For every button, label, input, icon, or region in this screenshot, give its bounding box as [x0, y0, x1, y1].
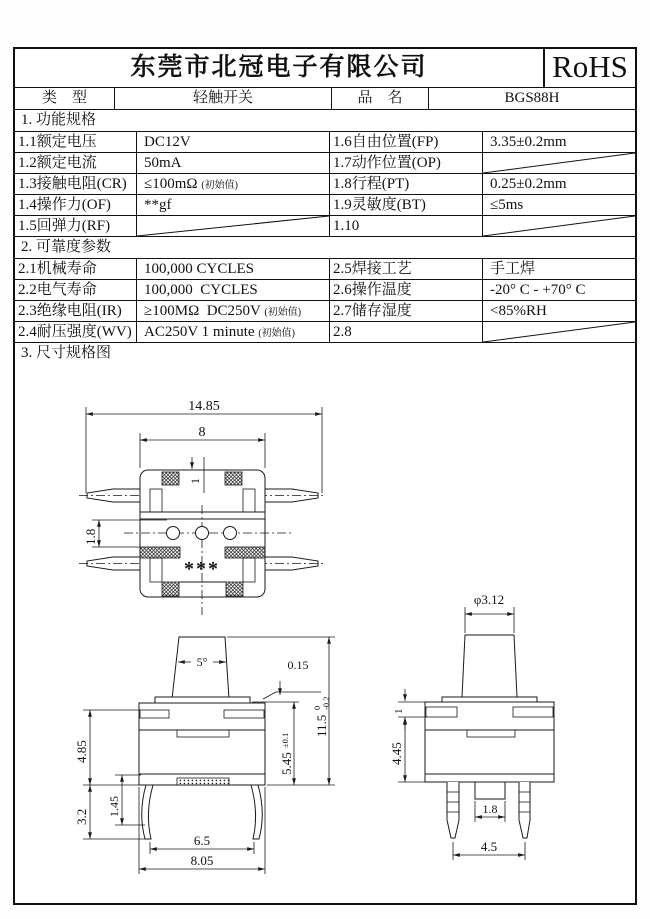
dim-pin-pitch: 4.5: [480, 839, 498, 854]
spec-label: 2.3绝缘电阻(IR): [15, 301, 137, 321]
dim-leg-bend: 1.45: [107, 796, 121, 817]
spec-label: 1.3接触电阻(CR): [15, 174, 137, 194]
dim-total-height-tol-lower: -0.2: [321, 696, 331, 710]
dim-span-inner: 6.5: [193, 833, 211, 848]
spec-label: 1.7动作位置(OP): [330, 153, 483, 173]
spec-value: ≤100mΩ (初始值): [137, 174, 330, 194]
spec-value: 100,000 CYCLES: [137, 259, 330, 279]
diagonal-strike: [483, 216, 635, 236]
spec-value-empty: [137, 216, 330, 236]
dim-top-section: 1: [393, 708, 405, 714]
dim-hatch-height: 1: [188, 478, 202, 484]
dim-pitch: 1.8: [83, 528, 98, 545]
dim-free-height: 5.45: [279, 752, 294, 775]
dim-span-outer: 8.05: [190, 853, 214, 868]
dim-side-body-height: 4.45: [389, 742, 404, 765]
spec-value: <85%RH: [490, 303, 547, 319]
spec-value: 50mA: [137, 153, 330, 173]
spec-value: 0.25±0.2mm: [490, 176, 567, 192]
title-row: [15, 49, 635, 88]
dim-stem-angle: 5°: [196, 655, 208, 669]
spec-value: ≤5ms: [490, 197, 524, 213]
part-name-value: BGS88H: [504, 90, 560, 106]
spec-label: 2.2电气寿命: [15, 280, 137, 300]
spec-label: 1.1额定电压: [15, 132, 137, 152]
dim-leg-length: 3.2: [74, 808, 89, 825]
spec-value-empty: [483, 153, 635, 173]
spec-value: AC250V 1 minute (初始值): [137, 322, 330, 342]
spec-value: ≥100MΩ DC250V (初始值): [137, 301, 330, 321]
table-row: [15, 322, 635, 343]
dim-post-width: 1.8: [482, 802, 498, 816]
dim-stem-diameter: φ3.12: [473, 592, 505, 607]
spec-label: 1.9灵敏度(BT): [330, 195, 483, 215]
spec-label: 1.10: [330, 216, 483, 236]
dim-overall-width: 14.85: [188, 399, 220, 414]
marking-text: ***: [184, 558, 220, 580]
table-row: [15, 132, 635, 153]
spec-value: DC12V: [137, 132, 330, 152]
type-label: 类 型: [15, 88, 115, 109]
front-view-drawing: [74, 637, 335, 874]
table-row: [15, 174, 635, 195]
diagonal-strike: [483, 322, 635, 342]
spec-value-empty: [483, 322, 635, 342]
spec-label: 2.5焊接工艺: [330, 259, 483, 279]
dimension-drawing: [15, 365, 635, 903]
spec-value: 100,000 CYCLES: [137, 280, 330, 300]
spec-label: 1.2额定电流: [15, 153, 137, 173]
dim-total-height: 11.5: [314, 714, 329, 737]
dim-free-height-tol: ±0.1: [280, 732, 290, 748]
spec-label: 2.4耐压强度(WV): [15, 322, 137, 342]
spec-label: 1.8行程(PT): [330, 174, 483, 194]
spec-value: **gf: [137, 195, 330, 215]
spec-value: 手工焊: [490, 261, 536, 277]
dim-total-height-tol-upper: 0: [312, 705, 322, 710]
spec-value-empty: [483, 216, 635, 236]
spec-value: -20° C - +70° C: [490, 282, 586, 298]
dim-body-width: 8: [198, 425, 206, 440]
table-row: [15, 259, 635, 280]
spec-label: 1.5回弹力(RF): [15, 216, 137, 236]
page-frame: [13, 47, 637, 905]
table-row: [15, 301, 635, 322]
table-row: [15, 153, 635, 174]
table-row: [15, 195, 635, 216]
dim-flange: 0.15: [287, 658, 309, 672]
type-row: [15, 88, 635, 110]
spec-label: 2.6操作温度: [330, 280, 483, 300]
side-view-drawing: [389, 592, 554, 860]
spec-label: 2.7储存湿度: [330, 301, 483, 321]
rohs-badge: RoHS: [543, 49, 635, 87]
top-view-drawing: [79, 399, 326, 615]
section-2-title: 2. 可靠度参数: [15, 237, 635, 259]
spec-label: 2.8: [330, 322, 483, 342]
part-name-label: 品 名: [332, 88, 429, 109]
diagonal-strike: [137, 216, 329, 236]
section-1-title: 1. 功能规格: [15, 110, 635, 132]
diagonal-strike: [483, 153, 635, 173]
table-row: [15, 216, 635, 237]
company-title: 东莞市北冠电子有限公司: [130, 54, 428, 81]
table-row: [15, 280, 635, 301]
spec-label: 2.1机械寿命: [15, 259, 137, 279]
spec-value: 3.35±0.2mm: [490, 134, 567, 150]
dim-body-height: 4.85: [74, 740, 89, 763]
spec-label: 1.6自由位置(FP): [330, 132, 483, 152]
spec-label: 1.4操作力(OF): [15, 195, 137, 215]
section-3-title: 3. 尺寸规格图: [21, 345, 112, 361]
type-value: 轻触开关: [115, 88, 332, 109]
